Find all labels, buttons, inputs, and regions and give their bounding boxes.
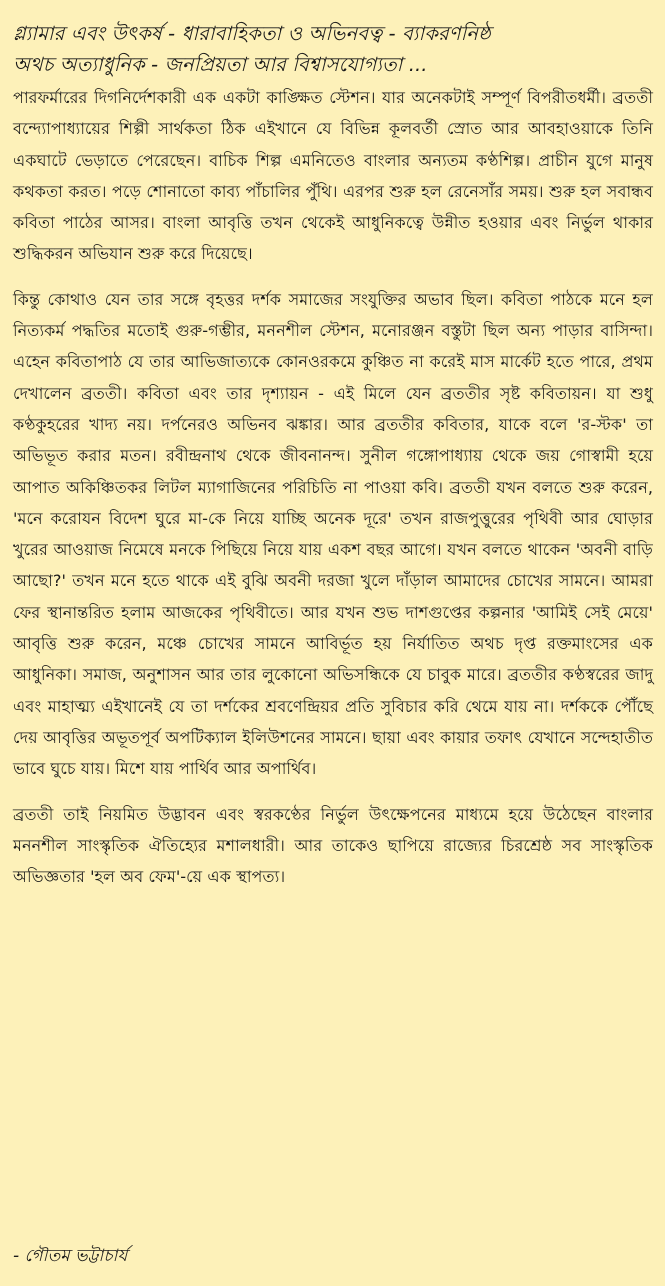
article xyxy=(13,18,653,1266)
heading-line-2: অথচ অত্যাধুনিক - জনপ্রিয়তা আর বিশ্বাসযোগ্যতা ... xyxy=(13,53,428,76)
article-heading xyxy=(13,18,653,80)
author-signature: - গৌতম ভট্টাচার্য xyxy=(13,1246,128,1266)
paragraph-2: কিন্তু কোথাও যেন তার সঙ্গে বৃহত্তর দর্শক সমাজের সংযুক্তির অভাব ছিল। কবিতা পাঠকে মনে হল নিত্যকর্ম পদ্ধতির মতোই গুরু-গম্ভীর, মননশীল স্টেশন, মনোরঞ্জন বস্তুটা ছিল অন্য পাড়ার বাসিন্দা। এহেন কবিতাপাঠ যে তার আভিজাত্যকে কোনওরকমে কুঞ্চিত না করেই মাস মার্কেট হতে পারে, প্রথম দেখালেন ব্রততী। কবিতা এবং তার দৃশ্যায়ন - এই মিলে যেন ব্রততীর সৃষ্ট কবিতায়ন। যা শুধু কণ্ঠকুহরের খাদ্য নয়। দর্পনেরও অভিনব ঝঙ্কার। আর ব্রততীর কবিতার, যাকে বলে 'র-স্টক' তা অভিভূত করার মতন। রবীন্দ্রনাথ থেকে জীবনানন্দ। সুনীল গঙ্গোপাধ্যায় থেকে জয় গোস্বামী হয়ে আপাত অকিঞ্চিতকর লিটল ম্যাগাজিনের পরিচিতি না পাওয়া কবি। ব্রততী যখন বলতে শুরু করেন, 'মনে করোযন বিদেশ ঘুরে মা-কে নিয়ে যাচ্ছি অনেক দূরে' তখন রাজপুত্তুরের পৃথিবী আর ঘোড়ার খুরের আওয়াজ নিমেষে মনকে পিছিয়ে নিয়ে যায় একশ বছর আগে। যখন বলতে থাকেন 'অবনী বাড়ি আছো?' তখন মনে হতে থাকে এই বুঝি অবনী দরজা খুলে দাঁড়াল আমাদের চোখের সামনে। আমরা ফের স্থানান্তরিত হলাম আজকের পৃথিবীতে। আর যখন শুভ দাশগুপ্তের কল্পনার 'আমিই সেই মেয়ে' আবৃত্তি শুরু করেন, মঞ্চে চোখের সামনে আবির্ভূত হয় নির্যাতিত অথচ দৃপ্ত রক্তমাংসের এক আধুনিকা। সমাজ, অনুশাসন আর তার লুকোনো অভিসন্ধিকে যে চাবুক মারে। ব্রততীর কণ্ঠস্বরের জাদু এবং মাহাত্ম্য এইখানেই যে তা দর্শকের শ্রবণেন্দ্রিয়র প্রতি সুবিচার করি থেমে যায় না। দর্শককে পৌঁছে দেয় আবৃত্তির অভূতপূর্ব অপটিক্যাল ইলিউশনের সামনে। ছায়া এবং কায়ার তফাৎ যেখানে সন্দেহাতীত ভাবে ঘুচে যায়। মিশে যায় পার্থিব আর অপার্থিব। xyxy=(13,289,653,779)
paragraph-3: ব্রততী তাই নিয়মিত উদ্ভাবন এবং স্বরকণ্ঠের নির্ভুল উৎক্ষেপনের মাধ্যমে হয়ে উঠেছেন বাংলার মননশীল সাংস্কৃতিক ঐতিহ্যের মশালধারী। আর তাকেও ছাপিয়ে রাজ্যের চিরশ্রেষ্ঠ সব সাংস্কৃতিক অভিজ্ঞতার 'হল অব ফেম'-য়ে এক স্থাপত্য। xyxy=(13,804,653,887)
paragraph-1: পারফর্মারের দিগনির্দেশকারী এক একটা কাঙ্ক্ষিত স্টেশন। যার অনেকটাই সম্পূর্ণ বিপরীতধর্মী। ব্রততী বন্দ্যোপাধ্যায়ের শিল্পী সার্থকতা ঠিক এইখানে যে বিভিন্ন কূলবর্তী স্রোত আর আবহাওয়াকে তিনি একঘাটে ভেড়াতে পেরেছেন। বাচিক শিল্প এমনিতেও বাংলার অন্যতম কণ্ঠশিল্প। প্রাচীন যুগে মানুষ কথকতা করত। পড়ে শোনাতো কাব্য পাঁচালির পুঁথি। এরপর শুরু হল রেনেসাঁর সময়। শুরু হল সবান্ধব কবিতা পাঠের আসর। বাংলা আবৃত্তি তখন থেকেই আধুনিকত্বে উন্নীত হওয়ার এবং নির্ভুল থাকার শুদ্ধিকরন অভিযান শুরু করে দিয়েছে। xyxy=(13,88,653,264)
heading-line-1: গ্ল্যামার এবং উৎকর্ষ - ধারাবাহিকতা ও অভিনবত্ব - ব্যাকরণনিষ্ঠ xyxy=(13,22,491,45)
